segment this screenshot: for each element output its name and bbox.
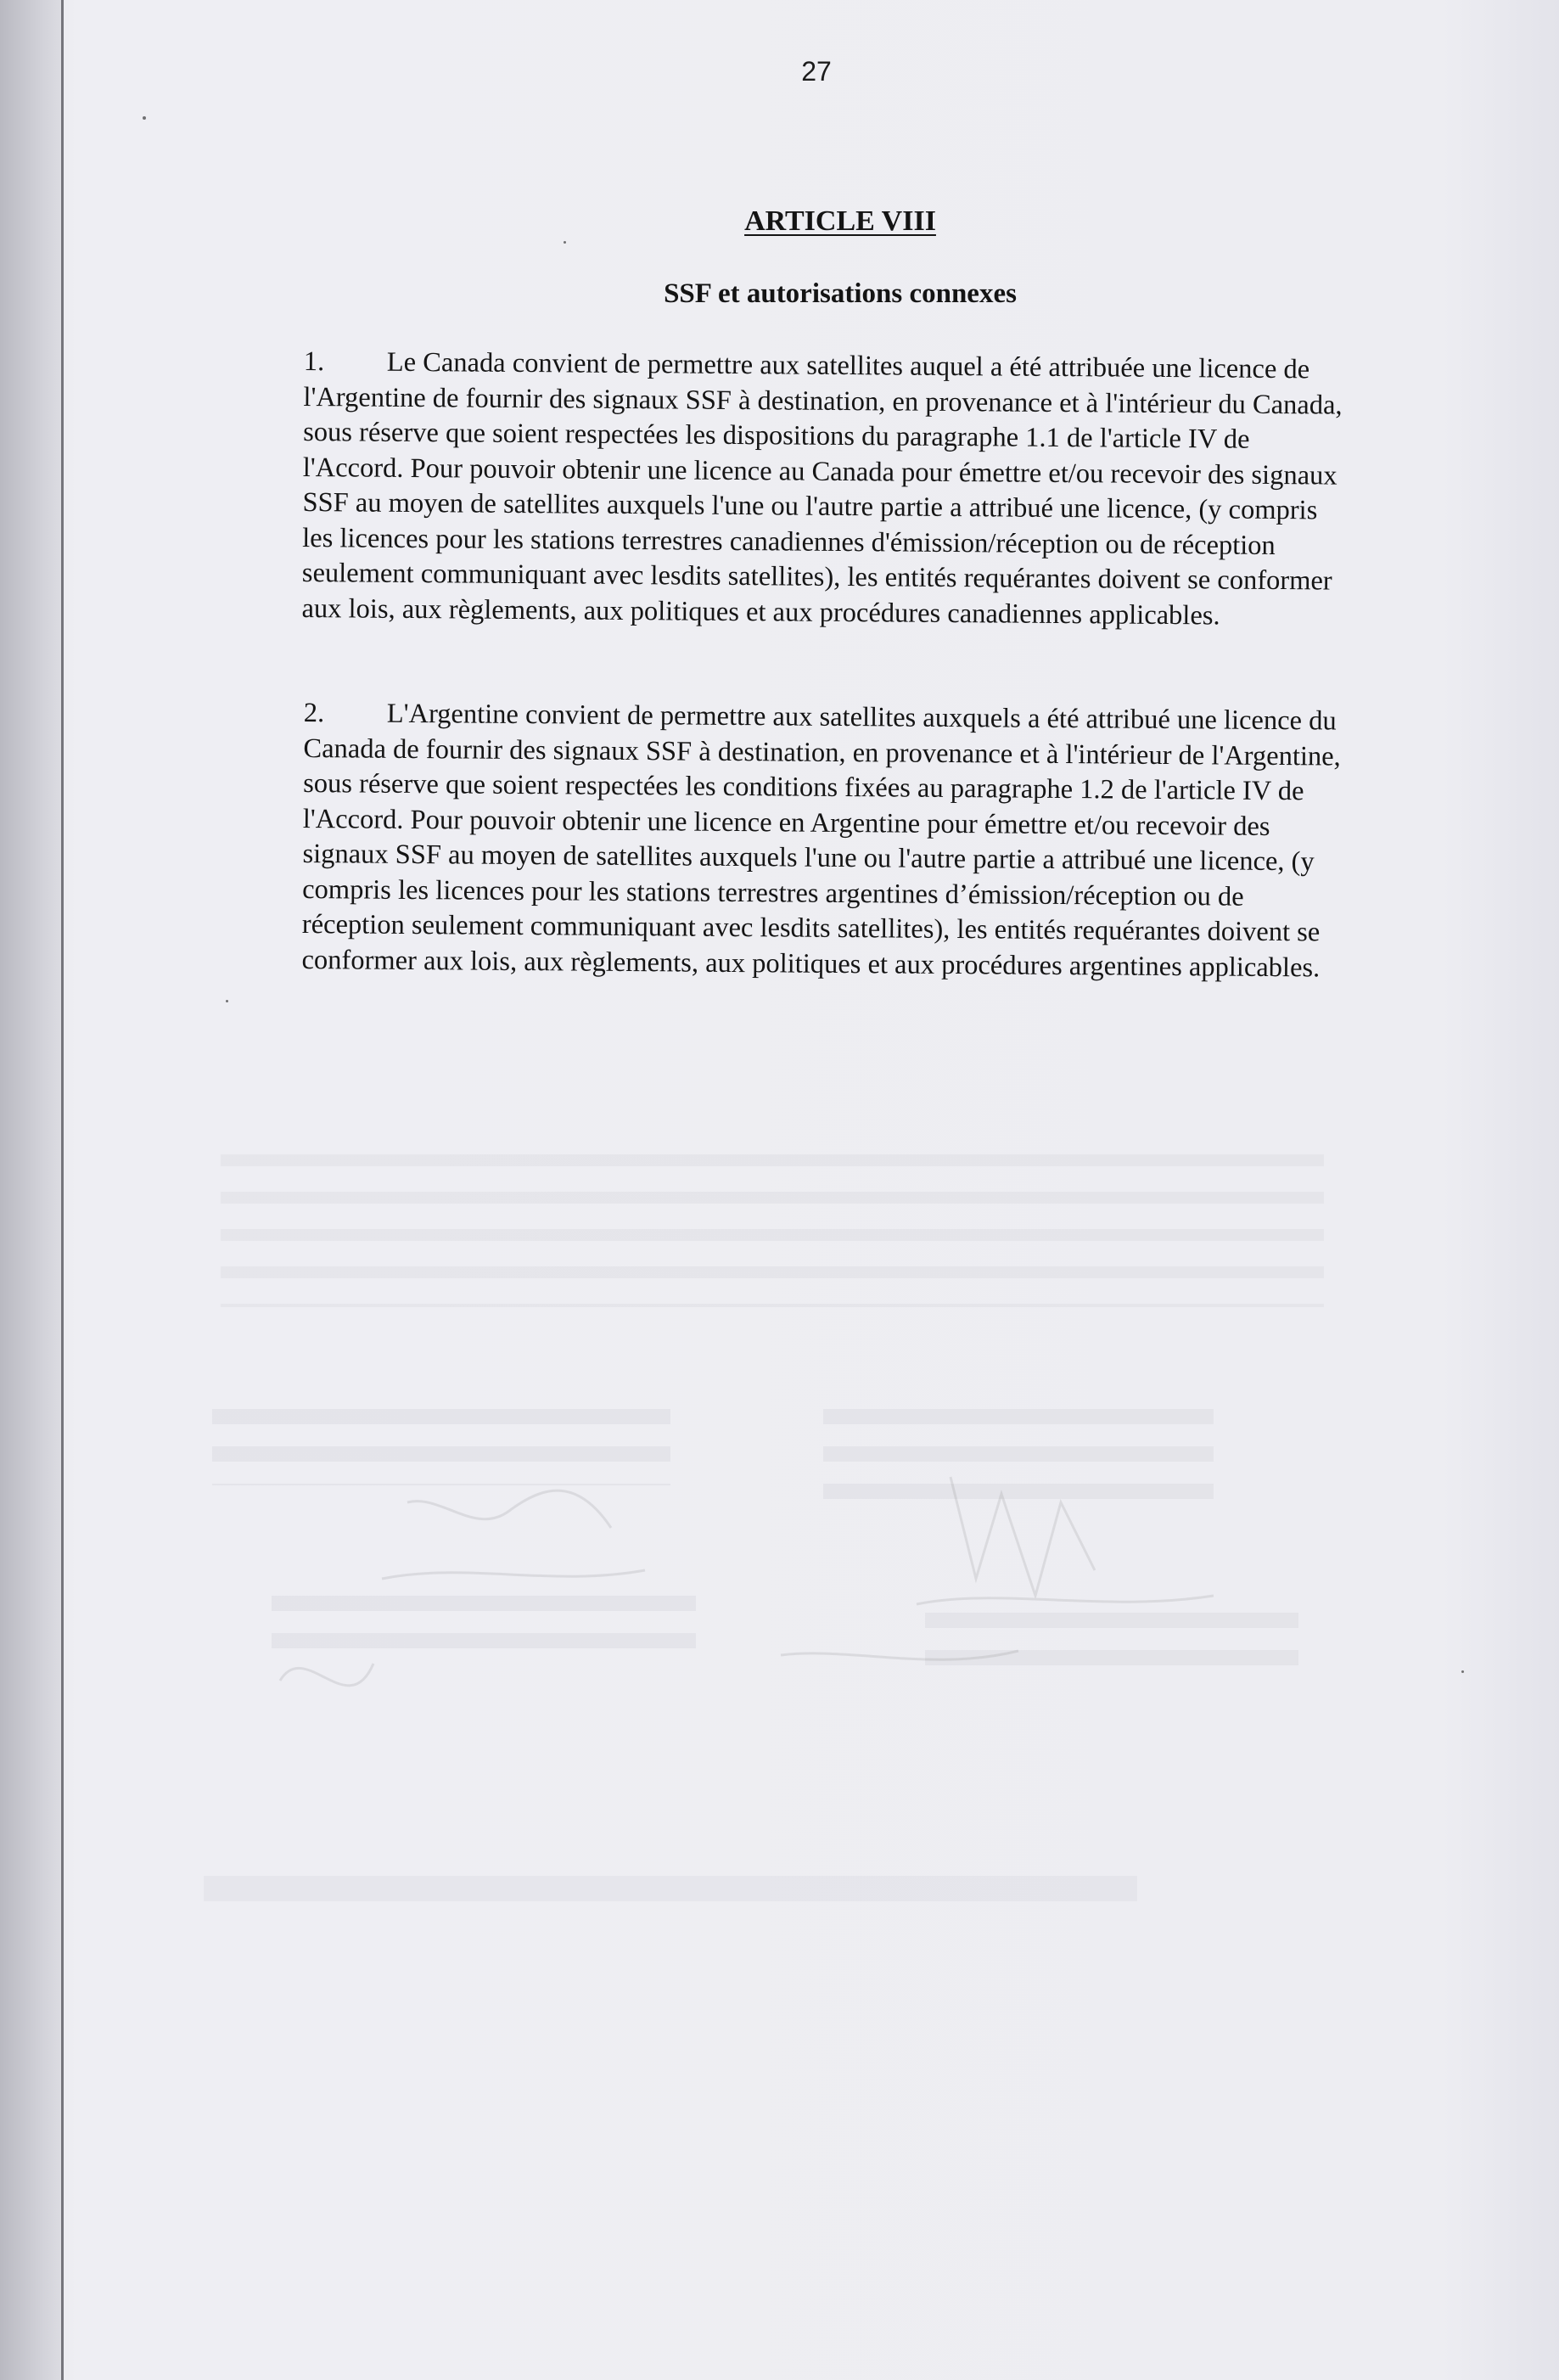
bleed-through-signature	[255, 1443, 1358, 1799]
paragraph-2	[301, 696, 1352, 986]
bleed-through-block	[221, 1154, 1324, 1307]
article-subtitle: SSF et autorisations connexes	[664, 278, 1017, 309]
page-number: 27	[801, 56, 832, 87]
binding-shadow	[0, 0, 61, 2380]
binding-edge	[61, 0, 64, 2380]
stray-mark	[564, 241, 566, 244]
stray-mark	[226, 1000, 228, 1002]
paragraph-1	[301, 345, 1352, 635]
bleed-through-block	[204, 1876, 1137, 1901]
stray-mark	[1461, 1670, 1464, 1673]
article-title: ARTICLE VIII	[744, 205, 936, 237]
paragraph-number: 2.	[303, 697, 325, 729]
paragraph-text: L'Argentine convient de permettre aux satellites auxquels a été attribué une licence du Canada de fournir des signaux SSF à destination, en provenance et à l'intérieur de l'Argentine, sous réserve que soient respectées les conditions fixées au paragraphe 1.2 de l'article IV de l'Accord. Pour pouvoir obtenir une licence en Argentine pour émettre et/ou recevoir des signaux SSF au moyen de satellites auxquels l'une ou l'autre partie a attribué une licence, (y compris les licences pour les stations terrestres argentines d’émission/réception ou de réception seulement communiquant avec lesdits satellites), les entités requérantes doivent se conformer aux lois, aux règlements, aux politiques et aux procédures argentines applicables.	[301, 698, 1341, 983]
paragraph-text: Le Canada convient de permettre aux satellites auquel a été attribuée une licence de l'Argentine de fournir des signaux SSF à destination, en provenance et à l'intérieur du Canada, sous réserve que soient respectées les dispositions du paragraphe 1.1 de l'article IV de l'Accord. Pour pouvoir obtenir une licence au Canada pour émettre et/ou recevoir des signaux SSF au moyen de satellites auxquels l'une ou l'autre partie a attribué une licence, (y compris les licences pour les stations terrestres canadiennes d'émission/réception ou de réception seulement communiquant avec lesdits satellites), les entités requérantes doivent se conformer aux lois, aux règlements, aux politiques et aux procédures canadiennes applicables.	[301, 346, 1343, 631]
paragraph-number: 1.	[303, 345, 325, 378]
stray-mark	[143, 116, 146, 120]
